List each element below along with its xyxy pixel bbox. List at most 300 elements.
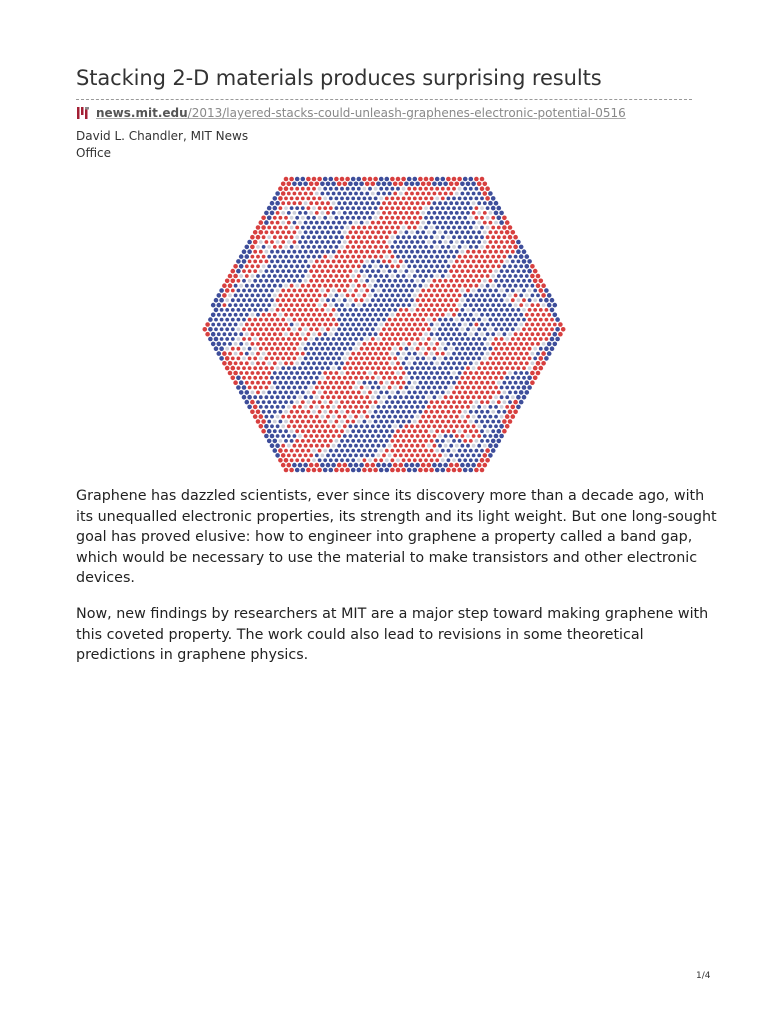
lattice-atom xyxy=(550,308,555,313)
lattice-atom xyxy=(262,235,266,239)
lattice-atom xyxy=(410,230,414,234)
lattice-atom xyxy=(402,381,406,385)
lattice-atom xyxy=(304,269,308,273)
lattice-atom xyxy=(433,279,437,283)
lattice-atom xyxy=(427,424,431,428)
lattice-atom xyxy=(452,197,456,201)
lattice-atom xyxy=(368,429,372,433)
lattice-atom xyxy=(368,410,372,414)
lattice-atom xyxy=(307,420,311,424)
lattice-atom xyxy=(483,347,487,351)
lattice-atom xyxy=(365,308,369,312)
lattice-atom xyxy=(421,240,425,244)
lattice-atom xyxy=(301,449,305,453)
lattice-atom xyxy=(276,405,280,409)
lattice-atom xyxy=(309,230,313,234)
lattice-atom xyxy=(525,361,529,365)
lattice-atom xyxy=(452,313,456,317)
lattice-atom xyxy=(245,323,249,327)
lattice-atom xyxy=(438,434,442,438)
lattice-atom xyxy=(349,201,353,205)
lattice-atom xyxy=(276,279,280,283)
lattice-atom xyxy=(447,342,451,346)
lattice-atom xyxy=(416,240,420,244)
lattice-atom xyxy=(217,323,221,327)
lattice-atom xyxy=(489,240,493,244)
lattice-atom xyxy=(480,439,484,443)
lattice-atom xyxy=(374,255,378,259)
lattice-atom xyxy=(500,337,504,341)
lattice-atom xyxy=(329,294,333,298)
lattice-atom xyxy=(489,211,493,215)
lattice-atom xyxy=(455,182,460,187)
lattice-atom xyxy=(427,405,431,409)
lattice-atom xyxy=(489,221,493,225)
lattice-atom xyxy=(273,216,277,220)
lattice-atom xyxy=(449,337,453,341)
lattice-atom xyxy=(458,439,462,443)
lattice-atom xyxy=(503,391,507,395)
lattice-atom xyxy=(424,255,428,259)
lattice-atom xyxy=(343,424,347,428)
lattice-atom xyxy=(365,201,369,205)
lattice-atom xyxy=(371,230,375,234)
lattice-atom xyxy=(441,187,445,191)
lattice-atom xyxy=(427,337,431,341)
lattice-atom xyxy=(466,463,471,468)
lattice-atom xyxy=(295,303,299,307)
lattice-atom xyxy=(301,235,305,239)
lattice-atom xyxy=(295,439,299,443)
lattice-atom xyxy=(284,197,288,201)
lattice-atom xyxy=(368,420,372,424)
lattice-atom xyxy=(430,381,434,385)
lattice-atom xyxy=(309,434,313,438)
lattice-atom xyxy=(318,410,322,414)
lattice-atom xyxy=(279,391,283,395)
lattice-atom xyxy=(259,298,263,302)
lattice-atom xyxy=(231,347,235,351)
lattice-atom xyxy=(228,274,233,279)
lattice-atom xyxy=(273,420,277,424)
lattice-atom xyxy=(444,395,448,399)
lattice-atom xyxy=(477,192,481,196)
lattice-atom xyxy=(346,420,350,424)
lattice-atom xyxy=(508,410,513,415)
lattice-atom xyxy=(231,308,235,312)
lattice-atom xyxy=(475,197,479,201)
lattice-atom xyxy=(309,250,313,254)
lattice-atom xyxy=(427,366,431,370)
lattice-atom xyxy=(505,414,510,419)
lattice-atom xyxy=(340,361,344,365)
lattice-atom xyxy=(329,255,333,259)
lattice-atom xyxy=(410,415,414,419)
paragraph-line: goal has proved elusive: how to engineer into graphene a property called a band gap, xyxy=(76,529,693,545)
lattice-atom xyxy=(365,221,369,225)
lattice-atom xyxy=(281,201,285,205)
lattice-atom xyxy=(298,386,302,390)
lattice-atom xyxy=(368,468,373,473)
lattice-atom xyxy=(318,313,322,317)
lattice-atom xyxy=(388,347,392,351)
lattice-atom xyxy=(284,420,288,424)
lattice-atom xyxy=(304,289,308,293)
lattice-atom xyxy=(435,468,440,473)
lattice-atom xyxy=(374,284,378,288)
lattice-atom xyxy=(480,352,484,356)
lattice-atom xyxy=(419,313,423,317)
lattice-atom xyxy=(480,255,484,259)
lattice-atom xyxy=(326,347,330,351)
lattice-atom xyxy=(323,332,327,336)
lattice-atom xyxy=(371,434,375,438)
lattice-atom xyxy=(547,342,552,347)
lattice-atom xyxy=(298,454,302,458)
lattice-atom xyxy=(514,352,518,356)
lattice-atom xyxy=(522,308,526,312)
lattice-atom xyxy=(293,250,297,254)
lattice-atom xyxy=(399,279,403,283)
lattice-atom xyxy=(413,226,417,230)
lattice-atom xyxy=(326,211,330,215)
lattice-atom xyxy=(525,371,529,375)
lattice-atom xyxy=(337,221,341,225)
lattice-atom xyxy=(516,395,521,400)
lattice-atom xyxy=(273,206,278,211)
lattice-atom xyxy=(335,274,339,278)
lattice-atom xyxy=(374,371,378,375)
lattice-atom xyxy=(233,264,238,269)
lattice-atom xyxy=(427,454,431,458)
lattice-atom xyxy=(475,429,479,433)
lattice-atom xyxy=(379,216,383,220)
lattice-atom xyxy=(393,337,397,341)
lattice-atom xyxy=(335,410,339,414)
lattice-atom xyxy=(514,255,518,259)
lattice-atom xyxy=(419,361,423,365)
lattice-atom xyxy=(315,357,319,361)
lattice-atom xyxy=(374,216,378,220)
lattice-atom xyxy=(419,381,423,385)
lattice-atom xyxy=(433,298,437,302)
lattice-atom xyxy=(284,361,288,365)
lattice-atom xyxy=(374,197,378,201)
lattice-atom xyxy=(525,313,529,317)
lattice-atom xyxy=(424,177,429,182)
lattice-atom xyxy=(449,318,453,322)
lattice-atom xyxy=(298,434,302,438)
lattice-atom xyxy=(295,410,299,414)
lattice-atom xyxy=(371,308,375,312)
lattice-atom xyxy=(500,279,504,283)
lattice-atom xyxy=(332,260,336,264)
lattice-atom xyxy=(458,197,462,201)
lattice-atom xyxy=(284,400,288,404)
lattice-atom xyxy=(419,352,423,356)
lattice-atom xyxy=(256,361,260,365)
lattice-atom xyxy=(452,449,456,453)
lattice-atom xyxy=(228,361,233,366)
lattice-atom xyxy=(455,221,459,225)
lattice-atom xyxy=(321,454,325,458)
lattice-atom xyxy=(419,274,423,278)
source-link[interactable] xyxy=(96,106,626,120)
lattice-atom xyxy=(388,308,392,312)
lattice-atom xyxy=(340,264,344,268)
lattice-atom xyxy=(354,192,358,196)
lattice-atom xyxy=(220,308,224,312)
lattice-atom xyxy=(346,313,350,317)
lattice-atom xyxy=(304,298,308,302)
lattice-atom xyxy=(382,240,386,244)
lattice-atom xyxy=(301,429,305,433)
lattice-atom xyxy=(332,366,336,370)
lattice-atom xyxy=(377,192,381,196)
lattice-atom xyxy=(433,211,437,215)
lattice-atom xyxy=(385,303,389,307)
lattice-atom xyxy=(466,424,470,428)
lattice-atom xyxy=(256,332,260,336)
lattice-atom xyxy=(516,249,521,254)
lattice-atom xyxy=(463,255,467,259)
lattice-atom xyxy=(410,250,414,254)
lattice-atom xyxy=(427,240,431,244)
lattice-atom xyxy=(449,192,453,196)
lattice-atom xyxy=(497,313,501,317)
lattice-atom xyxy=(340,235,344,239)
lattice-atom xyxy=(293,357,297,361)
lattice-atom xyxy=(463,294,467,298)
lattice-atom xyxy=(399,192,403,196)
lattice-atom xyxy=(211,332,216,337)
lattice-atom xyxy=(293,318,297,322)
lattice-atom xyxy=(455,376,459,380)
lattice-atom xyxy=(424,400,428,404)
lattice-atom xyxy=(463,264,467,268)
lattice-atom xyxy=(525,332,529,336)
lattice-atom xyxy=(511,250,515,254)
title-divider xyxy=(76,99,692,100)
lattice-atom xyxy=(528,298,532,302)
lattice-atom xyxy=(253,327,257,331)
lattice-atom xyxy=(270,298,274,302)
lattice-atom xyxy=(371,298,375,302)
lattice-atom xyxy=(273,361,277,365)
lattice-atom xyxy=(287,201,291,205)
lattice-atom xyxy=(402,439,406,443)
lattice-atom xyxy=(494,201,499,206)
lattice-atom xyxy=(447,420,451,424)
lattice-atom xyxy=(433,366,437,370)
lattice-atom xyxy=(371,260,375,264)
lattice-atom xyxy=(304,337,308,341)
lattice-atom xyxy=(337,424,341,428)
lattice-atom xyxy=(237,318,241,322)
lattice-atom xyxy=(228,323,232,327)
lattice-atom xyxy=(273,245,277,249)
lattice-atom xyxy=(374,323,378,327)
lattice-atom xyxy=(530,371,535,376)
lattice-atom xyxy=(377,298,381,302)
lattice-atom xyxy=(393,230,397,234)
lattice-atom xyxy=(351,439,355,443)
lattice-atom xyxy=(447,458,451,462)
lattice-atom xyxy=(253,269,257,273)
lattice-atom xyxy=(402,235,406,239)
lattice-atom xyxy=(287,318,291,322)
lattice-atom xyxy=(438,376,442,380)
lattice-atom xyxy=(337,289,341,293)
lattice-atom xyxy=(458,332,462,336)
lattice-atom xyxy=(335,458,339,462)
lattice-atom xyxy=(536,323,540,327)
lattice-atom xyxy=(519,313,523,317)
lattice-atom xyxy=(399,318,403,322)
lattice-atom xyxy=(461,444,465,448)
lattice-atom xyxy=(525,303,529,307)
lattice-atom xyxy=(475,400,479,404)
lattice-atom xyxy=(343,279,347,283)
lattice-atom xyxy=(485,448,490,453)
lattice-atom xyxy=(267,420,271,424)
lattice-atom xyxy=(267,381,271,385)
lattice-atom xyxy=(365,444,369,448)
lattice-atom xyxy=(345,468,350,473)
lattice-atom xyxy=(433,386,437,390)
lattice-atom xyxy=(489,230,493,234)
lattice-atom xyxy=(281,337,285,341)
lattice-atom xyxy=(359,182,364,187)
lattice-atom xyxy=(205,322,210,327)
lattice-atom xyxy=(363,274,367,278)
lattice-atom xyxy=(472,308,476,312)
lattice-atom xyxy=(455,415,459,419)
lattice-atom xyxy=(304,221,308,225)
lattice-atom xyxy=(307,391,311,395)
lattice-atom xyxy=(419,439,423,443)
lattice-atom xyxy=(332,192,336,196)
lattice-atom xyxy=(427,192,431,196)
lattice-atom xyxy=(499,211,504,216)
lattice-atom xyxy=(279,206,283,210)
lattice-atom xyxy=(469,323,473,327)
lattice-atom xyxy=(427,347,431,351)
lattice-atom xyxy=(497,371,501,375)
lattice-atom xyxy=(301,381,305,385)
lattice-atom xyxy=(410,211,414,215)
lattice-atom xyxy=(270,201,275,206)
lattice-atom xyxy=(427,444,431,448)
lattice-atom xyxy=(452,439,456,443)
lattice-atom xyxy=(396,206,400,210)
lattice-atom xyxy=(273,196,278,201)
lattice-atom xyxy=(363,255,367,259)
lattice-atom xyxy=(340,371,344,375)
lattice-atom xyxy=(405,327,409,331)
lattice-atom xyxy=(542,323,546,327)
lattice-atom xyxy=(234,294,238,298)
lattice-atom xyxy=(444,289,448,293)
lattice-atom xyxy=(427,376,431,380)
lattice-atom xyxy=(513,235,518,240)
lattice-atom xyxy=(416,192,420,196)
lattice-atom xyxy=(396,235,400,239)
lattice-atom xyxy=(391,284,395,288)
lattice-atom xyxy=(287,405,291,409)
lattice-atom xyxy=(351,274,355,278)
lattice-atom xyxy=(377,308,381,312)
lattice-atom xyxy=(399,386,403,390)
lattice-atom xyxy=(374,420,378,424)
lattice-atom xyxy=(273,323,277,327)
lattice-atom xyxy=(502,429,507,434)
lattice-atom xyxy=(519,245,524,250)
lattice-atom xyxy=(500,357,504,361)
lattice-atom xyxy=(281,279,285,283)
lattice-atom xyxy=(413,449,417,453)
lattice-atom xyxy=(349,434,353,438)
lattice-atom xyxy=(388,405,392,409)
lattice-atom xyxy=(519,400,524,405)
lattice-atom xyxy=(435,449,439,453)
lattice-atom xyxy=(231,337,235,341)
lattice-atom xyxy=(228,303,232,307)
lattice-atom xyxy=(363,284,367,288)
lattice-atom xyxy=(332,289,336,293)
lattice-atom xyxy=(421,376,425,380)
lattice-atom xyxy=(382,376,386,380)
lattice-atom xyxy=(270,386,274,390)
lattice-atom xyxy=(388,269,392,273)
lattice-atom xyxy=(424,197,428,201)
lattice-atom xyxy=(360,250,364,254)
lattice-atom xyxy=(444,279,448,283)
lattice-atom xyxy=(430,206,434,210)
lattice-atom xyxy=(404,463,409,468)
lattice-atom xyxy=(225,308,229,312)
lattice-atom xyxy=(321,395,325,399)
lattice-atom xyxy=(343,357,347,361)
lattice-atom xyxy=(402,420,406,424)
lattice-atom xyxy=(329,313,333,317)
lattice-atom xyxy=(363,361,367,365)
lattice-atom xyxy=(295,197,299,201)
lattice-atom xyxy=(514,284,518,288)
lattice-atom xyxy=(396,410,400,414)
lattice-atom xyxy=(511,327,515,331)
lattice-atom xyxy=(304,424,308,428)
lattice-atom xyxy=(340,458,344,462)
lattice-atom xyxy=(332,221,336,225)
lattice-atom xyxy=(430,216,434,220)
lattice-atom xyxy=(349,347,353,351)
lattice-atom xyxy=(472,347,476,351)
lattice-atom xyxy=(399,269,403,273)
lattice-atom xyxy=(377,405,381,409)
lattice-atom xyxy=(326,395,330,399)
lattice-atom xyxy=(438,357,442,361)
lattice-atom xyxy=(469,206,473,210)
lattice-atom xyxy=(480,226,484,230)
lattice-atom xyxy=(452,420,456,424)
lattice-atom xyxy=(388,424,392,428)
lattice-atom xyxy=(295,352,299,356)
lattice-atom xyxy=(354,230,358,234)
lattice-atom xyxy=(371,240,375,244)
lattice-atom xyxy=(393,201,397,205)
lattice-atom xyxy=(393,260,397,264)
